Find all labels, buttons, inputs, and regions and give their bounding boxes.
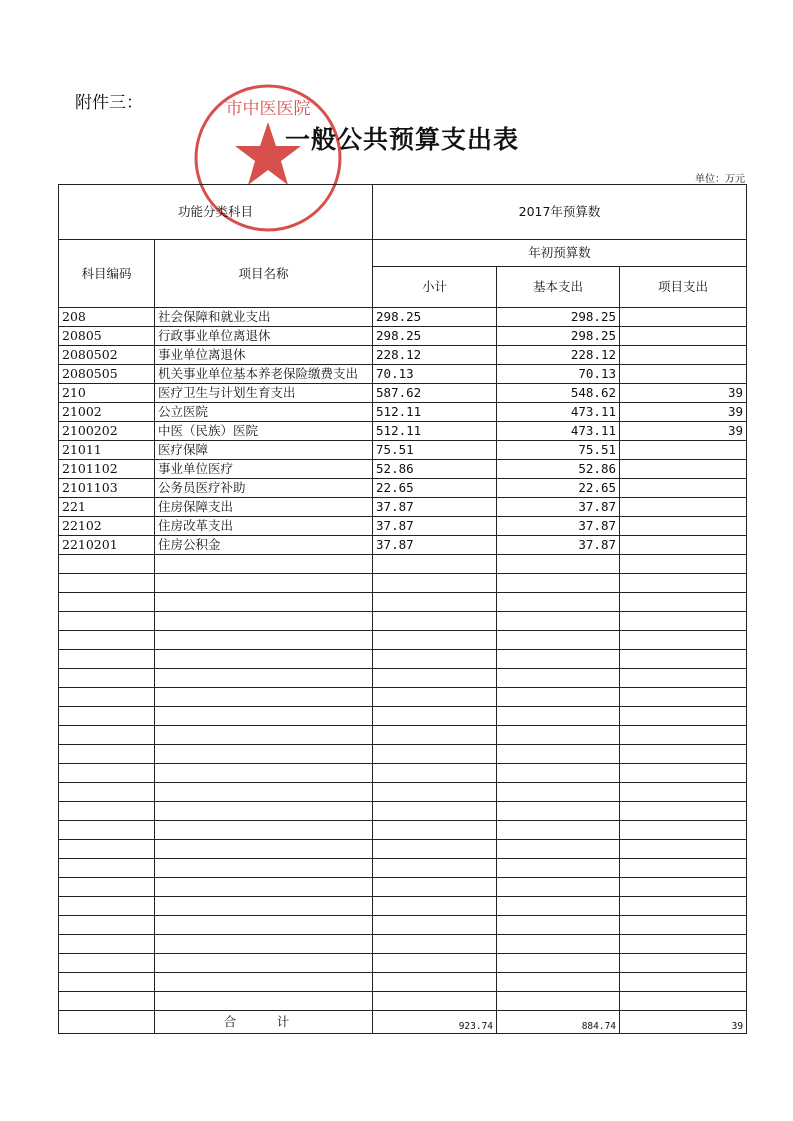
empty-row (59, 840, 747, 859)
header-basic: 基本支出 (497, 267, 620, 308)
empty-row (59, 574, 747, 593)
empty-row (59, 650, 747, 669)
seal-text: 市中医医院 (225, 99, 311, 119)
empty-row (59, 878, 747, 897)
empty-row (59, 669, 747, 688)
total-project: 39 (620, 1011, 747, 1034)
header-code: 科目编码 (59, 240, 155, 308)
empty-row (59, 783, 747, 802)
table-row: 21002 公立医院 512.11 473.11 39 (59, 403, 747, 422)
table-row: 2210201 住房公积金 37.87 37.87 (59, 536, 747, 555)
table-row: 21011 医疗保障 75.51 75.51 (59, 441, 747, 460)
total-basic: 884.74 (497, 1011, 620, 1034)
empty-row (59, 764, 747, 783)
empty-row (59, 631, 747, 650)
empty-row (59, 707, 747, 726)
header-initial-budget: 年初预算数 (373, 240, 747, 267)
total-label: 合 计 (155, 1011, 373, 1034)
empty-row (59, 688, 747, 707)
empty-row (59, 916, 747, 935)
table-row: 2101103 公务员医疗补助 22.65 22.65 (59, 479, 747, 498)
table-row: 2101102 事业单位医疗 52.86 52.86 (59, 460, 747, 479)
total-row (59, 1011, 747, 1034)
total-subtotal: 923.74 (373, 1011, 497, 1034)
table-row: 2080502 事业单位离退休 228.12 228.12 (59, 346, 747, 365)
empty-row (59, 897, 747, 916)
table-row: 2100202 中医（民族）医院 512.11 473.11 39 (59, 422, 747, 441)
empty-row (59, 973, 747, 992)
budget-table (58, 184, 747, 1034)
table-row: 208 社会保障和就业支出 298.25 298.25 (59, 308, 747, 327)
table-row: 221 住房保障支出 37.87 37.87 (59, 498, 747, 517)
empty-row (59, 935, 747, 954)
empty-row (59, 859, 747, 878)
table-row: 22102 住房改革支出 37.87 37.87 (59, 517, 747, 536)
header-budget-year: 2017年预算数 (373, 185, 747, 240)
header-subtotal: 小计 (373, 267, 497, 308)
empty-row (59, 821, 747, 840)
table-row: 210 医疗卫生与计划生育支出 587.62 548.62 39 (59, 384, 747, 403)
empty-row (59, 745, 747, 764)
empty-row (59, 726, 747, 745)
empty-row (59, 802, 747, 821)
empty-row (59, 593, 747, 612)
header-project: 项目支出 (620, 267, 747, 308)
header-func-category: 功能分类科目 (59, 185, 373, 240)
empty-row (59, 992, 747, 1011)
attachment-label: 附件三： (75, 93, 143, 113)
table-row: 2080505 机关事业单位基本养老保险缴费支出 70.13 70.13 (59, 365, 747, 384)
empty-row (59, 612, 747, 631)
page-title: 一般公共预算支出表 (285, 125, 520, 154)
table-row: 20805 行政事业单位离退休 298.25 298.25 (59, 327, 747, 346)
empty-row (59, 954, 747, 973)
unit-label: 单位：万元 (695, 174, 745, 185)
empty-row (59, 555, 747, 574)
header-name: 项目名称 (155, 240, 373, 308)
